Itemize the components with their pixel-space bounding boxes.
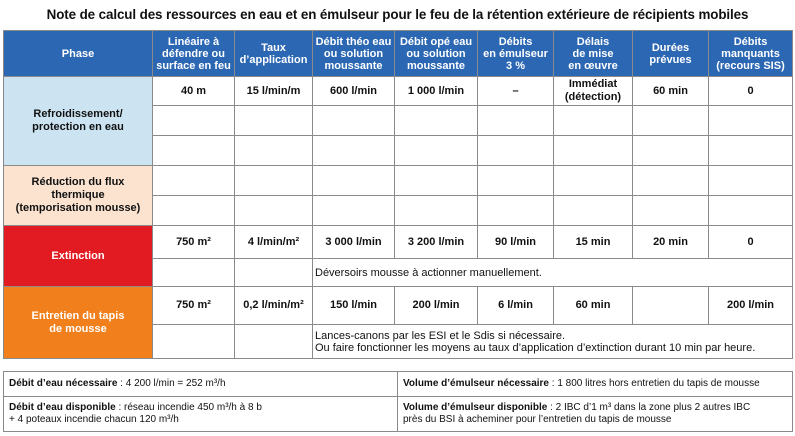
- phase-entretien: Entretien du tapis de mousse: [4, 287, 153, 359]
- header-debits-emulseur: Débits en émulseur 3 %: [478, 31, 554, 77]
- header-delais: Délais de mise en œuvre: [554, 31, 633, 77]
- emulseur-necessaire: Volume d’émulseur nécessaire : 1 800 litres hors entretien du tapis de mousse: [398, 372, 793, 397]
- emulseur-disponible: Volume d’émulseur disponible : 2 IBC d’1 m³ dans la zone plus 2 autres IBC près du BSI à acheminer pour l’entretien du tapis de mousse: [398, 397, 793, 432]
- header-manquants: Débits manquants (recours SIS): [709, 31, 793, 77]
- header-row: [4, 31, 793, 77]
- summary-table: [3, 371, 793, 432]
- summary-row: [4, 372, 793, 397]
- cell-debits-emulseur: –: [478, 77, 554, 106]
- eau-disponible: Débit d’eau disponible : réseau incendie 450 m³/h à 8 b + 4 poteaux incendie chacun 120 m³/h: [4, 397, 398, 432]
- cell-lineaire: 40 m: [153, 77, 235, 106]
- table-row: [4, 287, 793, 325]
- cell-manquants: 200 l/min: [709, 287, 793, 325]
- table-row: [4, 77, 793, 106]
- phase-extinction: Extinction: [4, 226, 153, 287]
- cell-delais: 15 min: [554, 226, 633, 259]
- cell-taux: 4 l/min/m²: [235, 226, 313, 259]
- cell-durees: [633, 287, 709, 325]
- cell-lineaire: 750 m²: [153, 287, 235, 325]
- header-taux: Taux d’application: [235, 31, 313, 77]
- document-title: Note de calcul des ressources en eau et en émulseur pour le feu de la rétention extérieure de récipients mobiles: [46, 7, 749, 22]
- summary-row: [4, 397, 793, 432]
- header-debit-ope: Débit opé eau ou solution moussante: [395, 31, 478, 77]
- cell-debit-ope: 200 l/min: [395, 287, 478, 325]
- cell-debit-theo: 150 l/min: [313, 287, 395, 325]
- header-debit-theo: Débit théo eau ou solution moussante: [313, 31, 395, 77]
- table-row: [4, 226, 793, 259]
- cell-lineaire: 750 m²: [153, 226, 235, 259]
- cell-manquants: 0: [709, 226, 793, 259]
- header-lineaire: Linéaire à défendre ou surface en feu: [153, 31, 235, 77]
- cell-debits-emulseur: 6 l/min: [478, 287, 554, 325]
- cell-delais: 60 min: [554, 287, 633, 325]
- cell-debit-ope: 3 200 l/min: [395, 226, 478, 259]
- cell-debits-emulseur: 90 l/min: [478, 226, 554, 259]
- table-row: [4, 166, 793, 196]
- eau-necessaire: Débit d’eau nécessaire : 4 200 l/min = 252 m³/h: [4, 372, 398, 397]
- cell-taux: 0,2 l/min/m²: [235, 287, 313, 325]
- note-extinction: Déversoirs mousse à actionner manuellement.: [313, 259, 793, 287]
- cell-durees: 20 min: [633, 226, 709, 259]
- cell-manquants: 0: [709, 77, 793, 106]
- cell-delais: Immédiat (détection): [554, 77, 633, 106]
- phase-refroidissement: Refroidissement/ protection en eau: [4, 77, 153, 166]
- phase-reduction: Réduction du flux thermique (temporisation mousse): [4, 166, 153, 226]
- header-durees: Durées prévues: [633, 31, 709, 77]
- note-entretien: Lances-canons par les ESI et le Sdis si nécessaire. Ou faire fonctionner les moyens au taux d’application d’extinction durant 10 min par heure.: [313, 325, 793, 359]
- cell-debit-ope: 1 000 l/min: [395, 77, 478, 106]
- cell-taux: 15 l/min/m: [235, 77, 313, 106]
- header-phase: Phase: [4, 31, 153, 77]
- cell-debit-theo: 600 l/min: [313, 77, 395, 106]
- cell-debit-theo: 3 000 l/min: [313, 226, 395, 259]
- calculation-table: [3, 30, 793, 359]
- cell-durees: 60 min: [633, 77, 709, 106]
